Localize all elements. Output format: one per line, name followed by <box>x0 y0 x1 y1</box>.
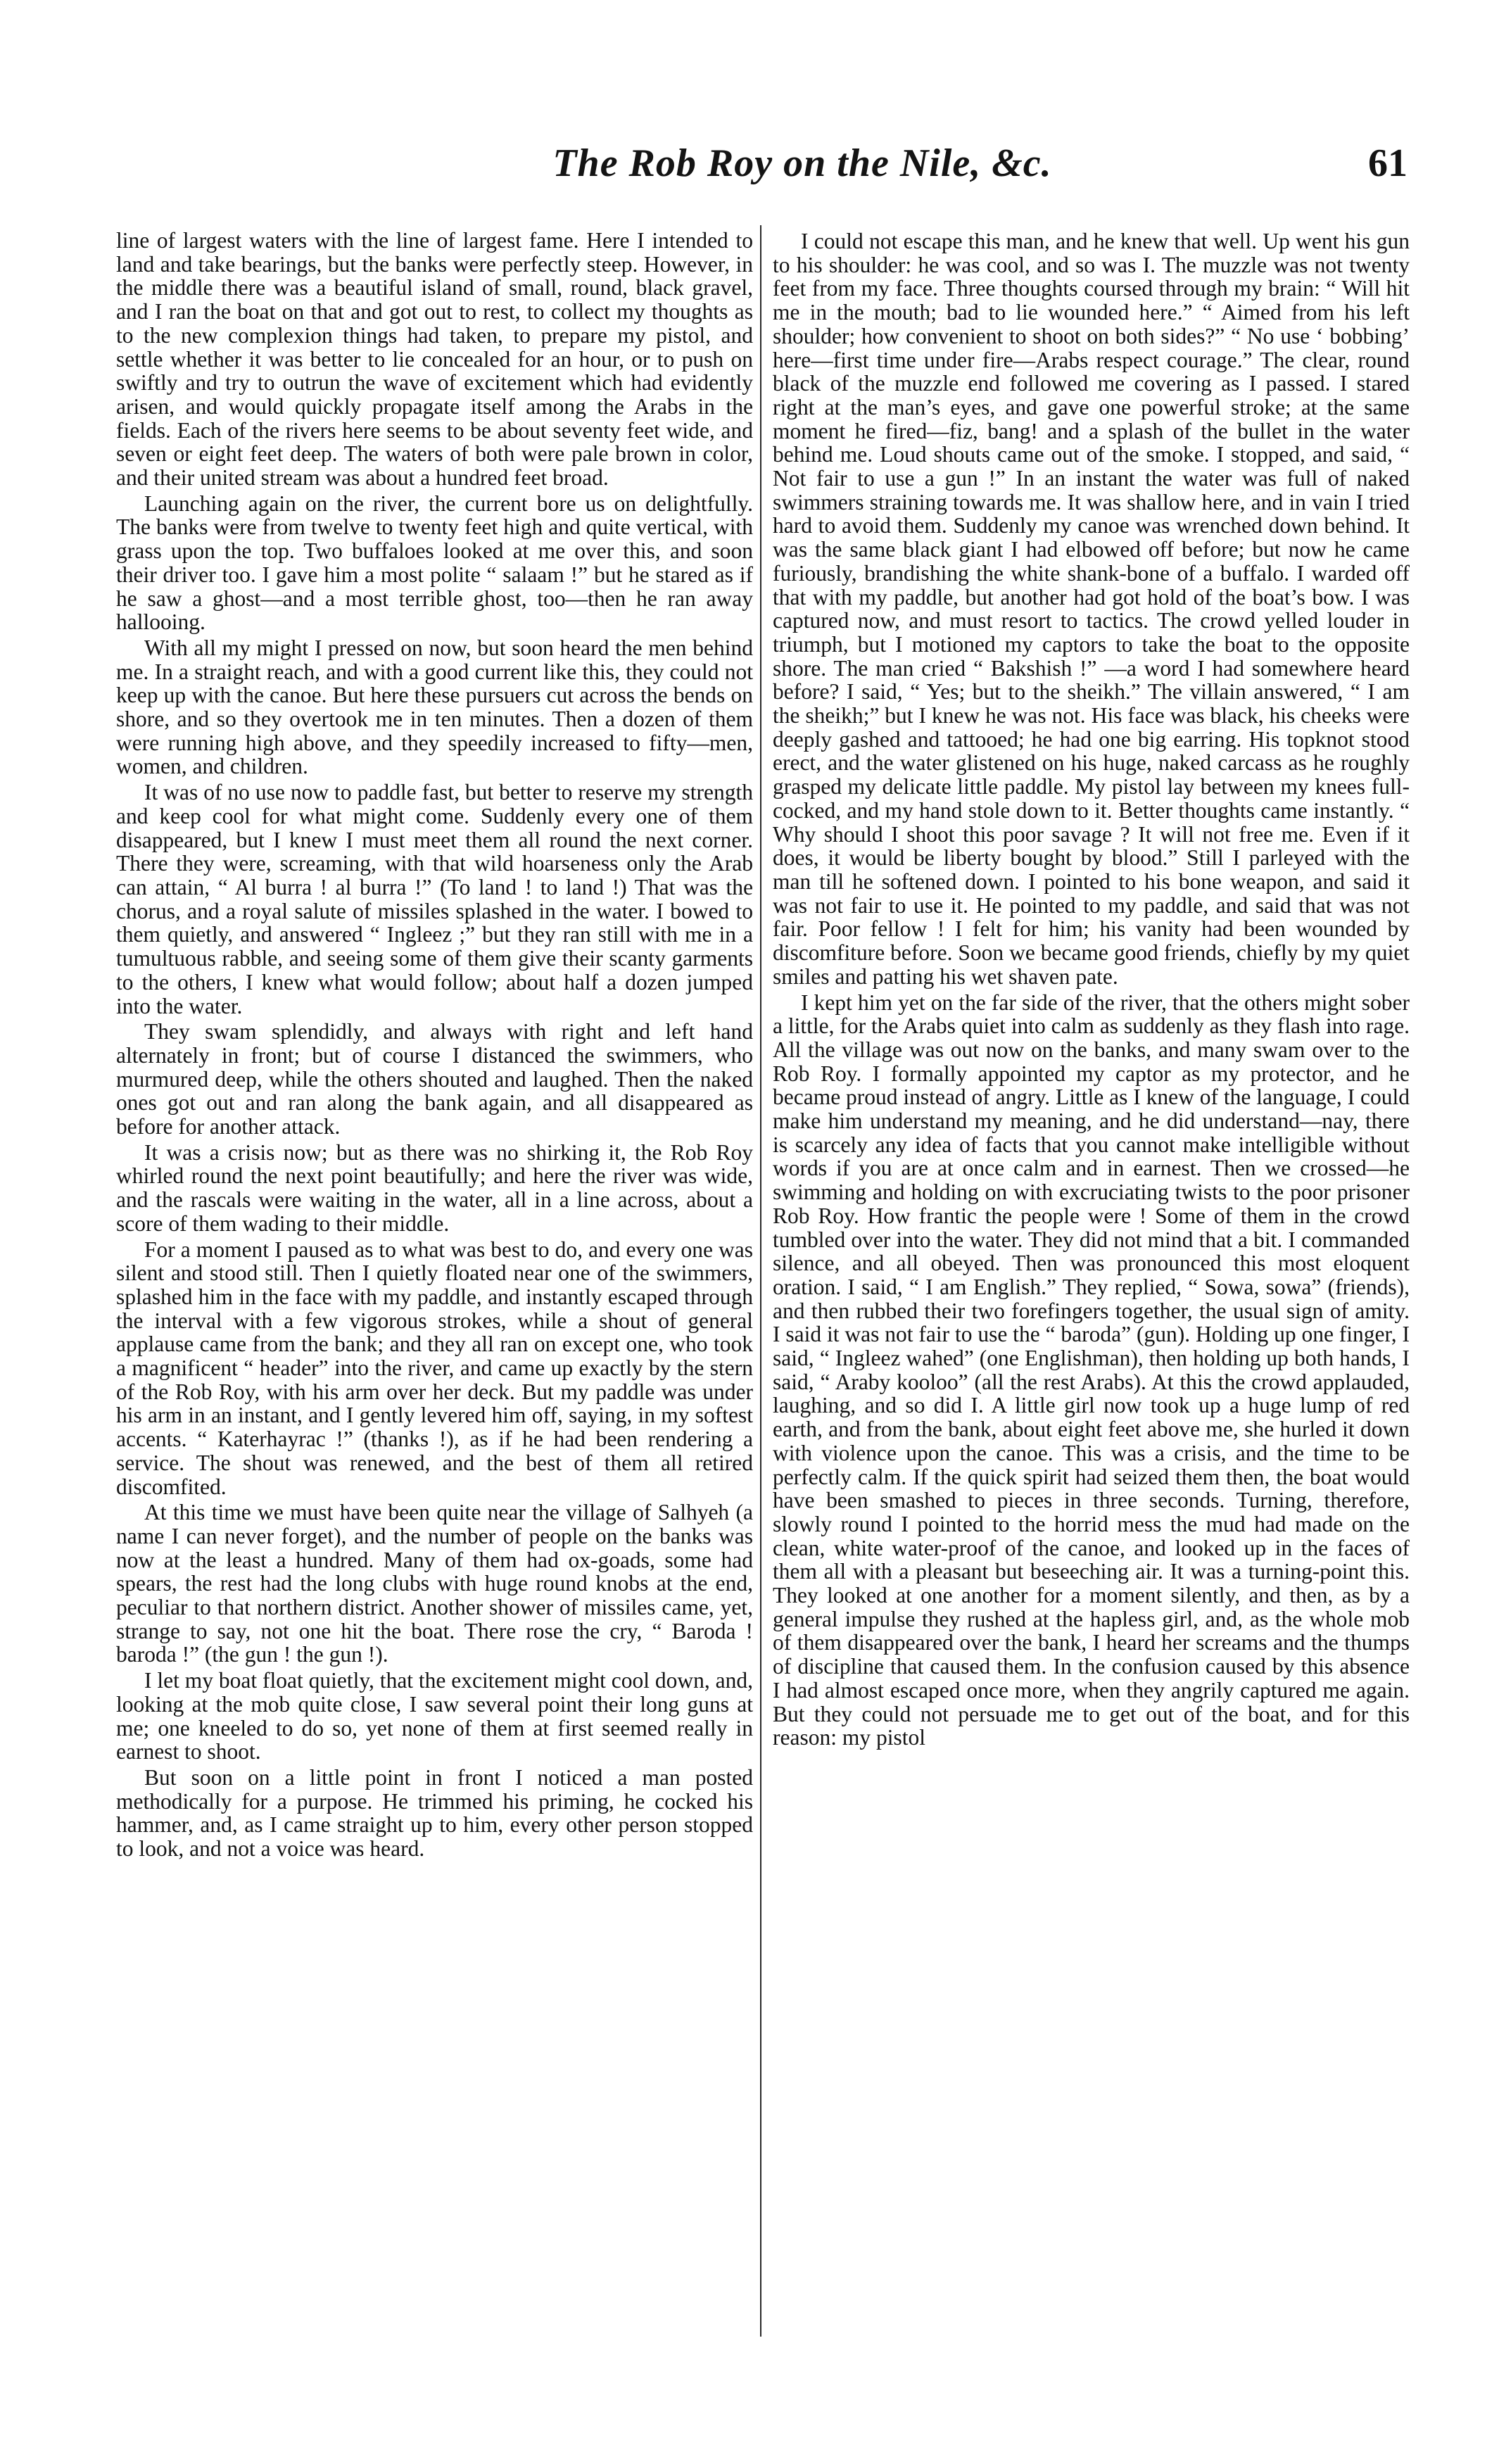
paragraph: But soon on a little point in front I noticed a man posted methodically for a purpose. He trimmed his priming, he cocked his hammer, and, as I came straight up to him, every other person stopped to look, and not a voice was heard. <box>116 1765 753 1862</box>
paragraph: Launching again on the river, the current bore us on delightfully. The banks were from twelve to twenty feet high and quite vertical, with grass upon the top. Two buffaloes looked at me over this, and soon their driver too. I gave him a most polite “ salaam !” but he stared as if he saw a ghost—and a most terrible ghost, too—then he ran away hallooing. <box>116 491 753 635</box>
left-column <box>116 229 753 1863</box>
paragraph: I let my boat float quietly, that the excitement might cool down, and, looking at the mob quite close, I saw several point their long guns at me; one kneeled to do so, yet none of them at first seemed really in earnest to shoot. <box>116 1668 753 1764</box>
column-divider <box>760 225 761 2337</box>
paragraph: For a moment I paused as to what was best to do, and every one was silent and stood still. Then I quietly floated near one of the swimmers, splashed him in the face with my paddle, and instantly escaped through the interval with a few vigorous strokes, while a shout of general applause came from the bank; and they all ran on except one, who took a magnificent “ header” into the river, and came up exactly by the stern of the Rob Roy, with his arm over her deck. But my paddle was under his arm in an instant, and I gently levered him off, saying, in my softest accents. “ Katerhayrac !” (thanks !), as if he had been rendering a service. The shout was renewed, and the best of them all retired discomfited. <box>116 1237 753 1499</box>
paragraph: It was of no use now to paddle fast, but better to reserve my strength and keep cool for what might come. Suddenly every one of them disappeared, but I knew I must meet them all round the next corner. There they were, screaming, with that wild hoarseness only the Arab can attain, “ Al burra ! al burra !” (To land ! to land !) That was the chorus, and a royal salute of missiles splashed in the water. I bowed to them quietly, and answered “ Ingleez ;” but they ran still with me in a tumultuous rabble, and seeing some of them give their scanty garments to the others, I knew what would follow; about half a dozen jumped into the water. <box>116 780 753 1018</box>
paragraph: line of largest waters with the line of largest fame. Here I intended to land and take bearings, but the banks were perfectly steep. However, in the middle there was a beautiful island of small, round, black gravel, and I ran the boat on that and got out to rest, to collect my thoughts as to the new complexion things had taken, to prepare my pistol, and settle whether it was better to lie concealed for an hour, or to push on swiftly and try to outrun the wave of excitement which had evidently arisen, and would quickly propagate itself among the Arabs in the fields. Each of the rivers here seems to be about seventy feet wide, and seven or eight feet deep. The waters of both were pale brown in color, and their united stream was about a hundred feet broad. <box>116 228 753 491</box>
page-number: 61 <box>1368 141 1408 185</box>
running-title: The Rob Roy on the Nile, &c. <box>552 141 1052 185</box>
right-column <box>773 229 1410 1752</box>
paragraph: With all my might I pressed on now, but soon heard the men behind me. In a straight reach, and with a good current like this, they could not keep up with the canoe. But here these pursuers cut across the bends on shore, and so they overtook me in ten minutes. Then a dozen of them were running high above, and they speedily increased to fifty—men, women, and children. <box>116 635 753 779</box>
page-header <box>106 141 1429 204</box>
paragraph: At this time we must have been quite near the village of Salhyeh (a name I can never forget), and the number of people on the banks was now at the least a hundred. Many of them had ox-goads, some had spears, the rest had the long clubs with huge round knobs at the end, peculiar to that northern district. Another shower of missiles came, yet, strange to say, not one hit the boat. There rose the cry, “ Baroda ! baroda !” (the gun ! the gun !). <box>116 1500 753 1667</box>
paragraph: It was a crisis now; but as there was no shirking it, the Rob Roy whirled round the next point beautifully; and here the river was wide, and the rascals were waiting in the water, all in a line across, about a score of them wading to their middle. <box>116 1139 753 1236</box>
paragraph: They swam splendidly, and always with right and left hand alternately in front; but of course I distanced the swimmers, who murmured deep, while the others shouted and laughed. Then the naked ones got out and ran along the bank again, and all disappeared as before for another attack. <box>116 1019 753 1139</box>
paragraph: I could not escape this man, and he knew that well. Up went his gun to his shoulder: he was cool, and so was I. The muzzle was not twenty feet from my face. Three thoughts coursed through my brain: “ Will hit me in the mouth; bad to lie wounded here.” “ Aimed from his left shoulder; how convenient to shoot on both sides?” “ No use ‘ bobbing’ here—first time under fire—Arabs respect courage.” The clear, round black of the muzzle end followed me covering as I passed. I stared right at the man’s eyes, and gave one powerful stroke; at the same moment he fired—fiz, bang! and a splash of the bullet in the water behind me. Loud shouts came out of the smoke. I stopped, and said, “ Not fair to use a gun !” In an instant the water was full of naked swimmers straining towards me. It was shallow here, and in vain I tried hard to avoid them. Suddenly my canoe was wrenched down behind. It was the same black giant I had elbowed off before; but now he came furiously, brandishing the white shank-bone of a buffalo. I warded off that with my paddle, but another had got hold of the boat’s bow. I was captured now, and must resort to tactics. The crowd yelled louder in triumph, but I motioned my captors to take the boat to the opposite shore. The man cried “ Bakshish !” —a word I had somewhere heard before? I said, “ Yes; but to the sheikh.” The villain answered, “ I am the sheikh;” but I knew he was not. His face was black, his cheeks were deeply gashed and tattooed; he had one big earring. His topknot stood erect, and the water glistened on his huge, naked carcass as he roughly grasped my delicate little paddle. My pistol lay between my knees full-cocked, and my hand stole down to it. Better thoughts came instantly. “ Why should I shoot this poor savage ? It will not free me. Even if it does, it would be liberty bought by blood.” Still I parleyed with the man till he softened down. I pointed to his bone weapon, and said it was not fair to use it. He pointed to my paddle, and said that was not fair. Poor fellow ! I felt for him; his vanity had been wounded by discomfiture before. Soon we became good friends, chiefly by my quiet smiles and patting his wet shaven pate. <box>773 229 1410 989</box>
paragraph: I kept him yet on the far side of the river, that the others might sober a little, for the Arabs quiet into calm as suddenly as they flash into rage. All the village was out now on the banks, and many swam over to the Rob Roy. I formally appointed my captor as my protector, and he became proud instead of angry. Little as I knew of the language, I could make him understand my meaning, and he did understand—nay, there is scarcely any idea of facts that you cannot make intelligible without words if you are at once calm and in earnest. Then we crossed—he swimming and holding on with excruciating twists to the poor prisoner Rob Roy. How frantic the people were ! Some of them in the crowd tumbled over into the water. They did not mind that a bit. I commanded silence, and all obeyed. Then was pronounced this most eloquent oration. I said, “ I am English.” They replied, “ Sowa, sowa” (friends), and then rubbed their two forefingers together, the usual sign of amity. I said it was not fair to use the “ baroda” (gun). Holding up one finger, I said, “ Ingleez wahed” (one Englishman), then holding up both hands, I said, “ Araby kooloo” (all the rest Arabs). At this the crowd applauded, laughing, and so did I. A little girl now took up a huge lump of red earth, and from the bank, about eight feet above me, she hurled it down with violence upon the canoe. This was a crisis, and the time to be perfectly calm. If the quick spirit had seized them then, the boat would have been smashed to pieces in three seconds. Turning, therefore, slowly round I pointed to the horrid mess the mud had made on the clean, white water-proof of the canoe, and looked up in the faces of them all with a pleasant but beseeching air. It was a turning-point this. They looked at one another for a moment silently, and then, as by a general impulse they rushed at the hapless girl, and, as the whole mob of them disappeared over the bank, I heard her screams and the thumps of discipline that caused them. In the confusion caused by this absence I had almost escaped once more, when they angrily captured me again. But they could not persuade me to get out of the boat, and for this reason: my pistol <box>773 990 1410 1750</box>
